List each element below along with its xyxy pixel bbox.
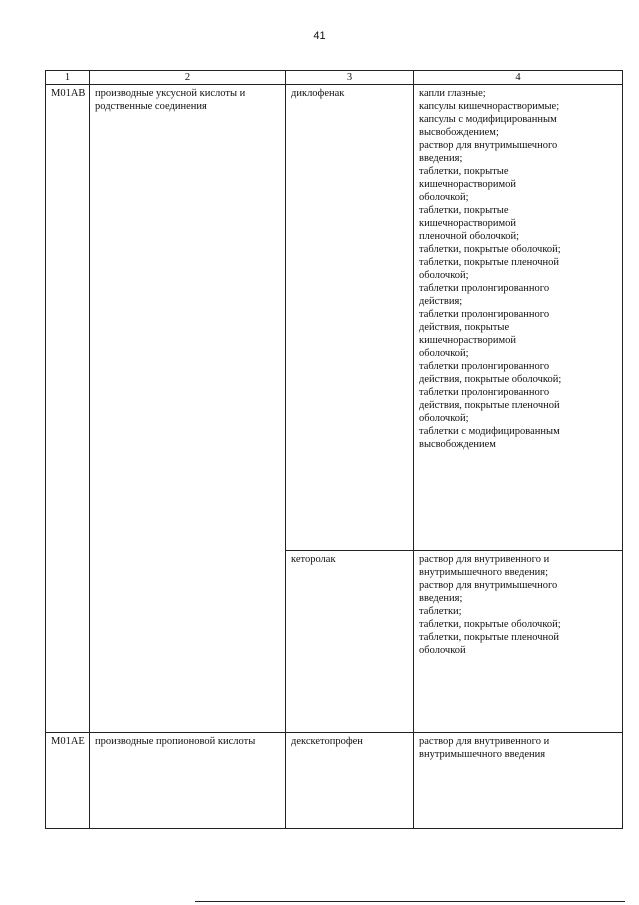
dosage-form-line: таблетки с модифицированным [419,426,560,437]
table-row [46,733,623,829]
dosage-forms-cell [414,551,623,733]
dosage-form-line: таблетки, покрытые оболочкой; [419,244,561,255]
dosage-form-line: высвобождением; [419,127,499,138]
dosage-form-line: кишечнорастворимой [419,335,517,346]
dosage-form-line: таблетки пролонгированного [419,361,550,372]
dosage-form-line: раствор для внутримышечного [419,140,558,151]
dosage-form-line: действия; [419,296,463,307]
drug-name-cell: кеторолак [286,551,414,733]
dosage-form-line: раствор для внутривенного и [419,736,550,747]
dosage-form-line: оболочкой; [419,270,469,281]
dosage-form-line: таблетки пролонгированного [419,387,550,398]
drug-name-cell: диклофенак [286,85,414,551]
dosage-form-line: действия, покрытые пленочной [419,400,560,411]
dosage-form-line: таблетки, покрытые пленочной [419,257,560,268]
dosage-form-line: внутримышечного введения; [419,567,549,578]
table-row [46,85,623,551]
dosage-forms-cell [414,85,623,551]
dosage-form-line: оболочкой; [419,348,469,359]
header-col-2: 2 [90,71,286,85]
group-name-cell: производные уксусной кислоты и родственные соединения [90,85,286,733]
dosage-form-line: таблетки пролонгированного [419,283,550,294]
page-number: 41 [313,30,326,42]
dosage-form-line: действия, покрытые оболочкой; [419,374,562,385]
dosage-form-line: оболочкой; [419,413,469,424]
dosage-form-line: раствор для внутривенного и [419,554,550,565]
dosage-forms-cell [414,733,623,829]
dosage-form-line: высвобождением [419,439,496,450]
dosage-form-line: оболочкой; [419,192,469,203]
dosage-form-line: действия, покрытые [419,322,510,333]
dosage-form-line: таблетки, покрытые оболочкой; [419,619,561,630]
dosage-form-line: капли глазные; [419,88,486,99]
dosage-form-line: введения; [419,153,463,164]
dosage-form-line: капсулы с модифицированным [419,114,557,125]
header-col-3: 3 [286,71,414,85]
dosage-form-line: таблетки, покрытые [419,166,509,177]
dosage-form-line: введения; [419,593,463,604]
dosage-form-line: кишечнорастворимой [419,179,517,190]
atc-code-cell: M01AE [46,733,90,829]
dosage-form-line: оболочкой [419,645,466,656]
dosage-form-line: кишечнорастворимой [419,218,517,229]
drug-name-cell: декскетопрофен [286,733,414,829]
bottom-rule [195,901,625,902]
dosage-form-line: капсулы кишечнорастворимые; [419,101,560,112]
dosage-form-line: таблетки; [419,606,462,617]
header-col-1: 1 [46,71,90,85]
drug-table [45,70,623,829]
dosage-form-line: раствор для внутримышечного [419,580,558,591]
header-col-4: 4 [414,71,623,85]
header-row [46,71,623,85]
group-name-cell: производные пропионовой кислоты [90,733,286,829]
dosage-form-line: таблетки пролонгированного [419,309,550,320]
dosage-form-line: внутримышечного введения [419,749,546,760]
dosage-form-line: пленочной оболочкой; [419,231,520,242]
dosage-form-line: таблетки, покрытые [419,205,509,216]
atc-code-cell: M01AB [46,85,90,733]
dosage-form-line: таблетки, покрытые пленочной [419,632,560,643]
